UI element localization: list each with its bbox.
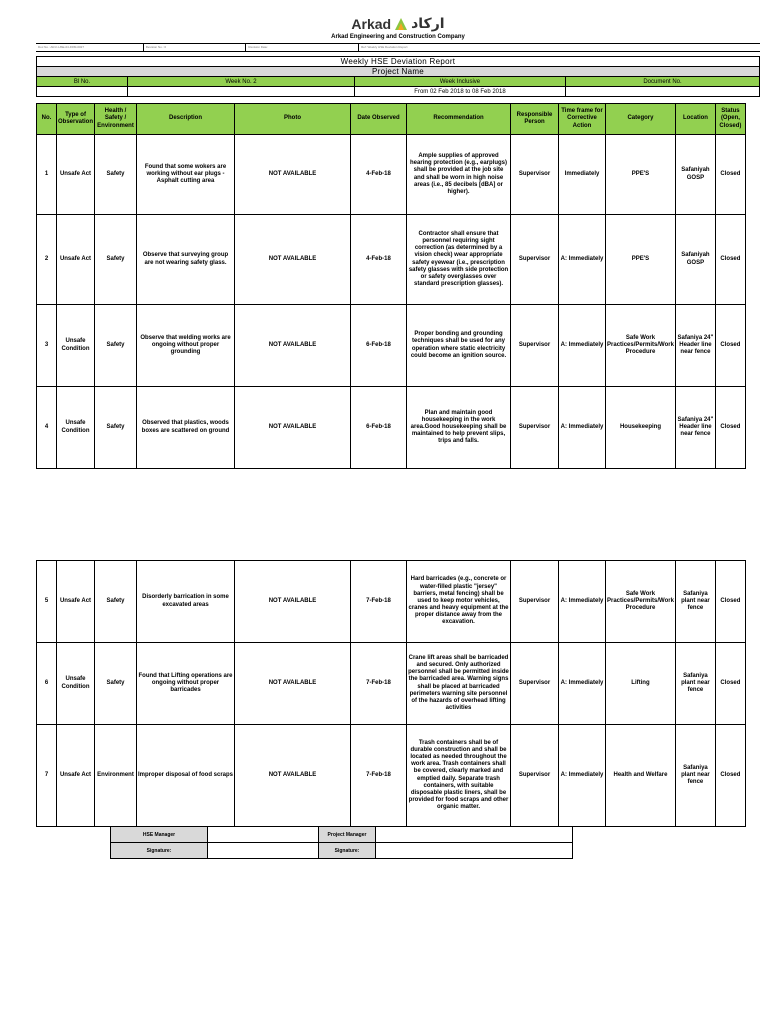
time-frame: A: Immediately <box>559 561 606 643</box>
time-frame: A: Immediately <box>559 643 606 725</box>
photo: NOT AVAILABLE <box>235 387 351 469</box>
description: Found that some wokers are working without ear plugs - Asphalt cutting area <box>137 135 235 215</box>
date-observed: 4-Feb-18 <box>351 215 407 305</box>
pm-signature-field[interactable] <box>376 843 573 859</box>
date-observed: 7-Feb-18 <box>351 725 407 827</box>
row-number: 4 <box>37 387 57 469</box>
meta-revision-date: Revision Date: <box>246 44 359 51</box>
responsible-person: Supervisor <box>511 725 559 827</box>
col-header: Status (Open, Closed) <box>715 104 745 135</box>
status: Closed <box>715 561 745 643</box>
time-frame: A: Immediately <box>559 387 606 469</box>
hse-type: Safety <box>95 305 137 387</box>
photo: NOT AVAILABLE <box>235 135 351 215</box>
recommendation: Hard barricades (e.g., concrete or water-filled plastic "jersey" barriers, metal fencing) shall be used to keep motor vehicles, cranes and heavy equipment at the proper distance away from the excavation. <box>407 561 511 643</box>
description: Found that Lifting operations are ongoing without proper barricades <box>137 643 235 725</box>
hse-signature-label: Signature: <box>111 843 208 859</box>
table-row <box>37 305 746 387</box>
photo: NOT AVAILABLE <box>235 561 351 643</box>
table-row <box>37 643 746 725</box>
date-observed: 7-Feb-18 <box>351 643 407 725</box>
row-number: 1 <box>37 135 57 215</box>
description: Observe that welding works are ongoing without proper grounding <box>137 305 235 387</box>
status: Closed <box>715 387 745 469</box>
hse-signature-field[interactable] <box>208 843 319 859</box>
hse-type: Safety <box>95 561 137 643</box>
description: Disorderly barrication in some excavated areas <box>137 561 235 643</box>
location: Safaniya 24" Header line near fence <box>675 387 715 469</box>
location: Safaniya plant near fence <box>675 725 715 827</box>
date-observed: 4-Feb-18 <box>351 135 407 215</box>
hse-manager-field[interactable] <box>208 827 319 843</box>
recommendation: Plan and maintain good housekeeping in the work area.Good housekeeping shall be maintained to help prevent slips, trips and falls. <box>407 387 511 469</box>
observation-type: Unsafe Condition <box>57 305 95 387</box>
responsible-person: Supervisor <box>511 215 559 305</box>
col-header: Recommendation <box>407 104 511 135</box>
week-inclusive-label: Week Inclusive <box>355 77 566 87</box>
recommendation: Trash containers shall be of durable construction and shall be located as needed throughout the work area. Trash containers shall be covered, clearly marked and emptied daily. Separate trash containers, with suitable disposable plastic liners, shall be provided for food scraps and other organic matter. <box>407 725 511 827</box>
location: Safaniyah GOSP <box>675 135 715 215</box>
col-header: Photo <box>235 104 351 135</box>
photo: NOT AVAILABLE <box>235 725 351 827</box>
bl-no-value <box>37 87 128 97</box>
company-name: Arkad Engineering and Construction Company <box>331 34 465 40</box>
recommendation: Proper bonding and grounding techniques shall be used for any operation where static electricity could become an ignition source. <box>407 305 511 387</box>
photo: NOT AVAILABLE <box>235 643 351 725</box>
status: Closed <box>715 725 745 827</box>
row-number: 2 <box>37 215 57 305</box>
category: PPE'S <box>606 135 676 215</box>
signature-table <box>110 826 573 859</box>
time-frame: A: Immediately <box>559 305 606 387</box>
deviation-table-part-1 <box>36 103 746 469</box>
report-header-table <box>36 56 760 97</box>
category: Safe Work Practices/Permits/Work Procedure <box>606 561 676 643</box>
col-header: Location <box>675 104 715 135</box>
hse-manager-label: HSE Manager <box>111 827 208 843</box>
location: Safaniya plant near fence <box>675 643 715 725</box>
time-frame: A: Immediately <box>559 215 606 305</box>
description: Improper disposal of food scraps <box>137 725 235 827</box>
deviation-table-part-2 <box>36 560 746 827</box>
observation-type: Unsafe Act <box>57 561 95 643</box>
row-number: 6 <box>37 643 57 725</box>
time-frame: A: Immediately <box>559 725 606 827</box>
observation-type: Unsafe Act <box>57 215 95 305</box>
hse-type: Safety <box>95 387 137 469</box>
category: Safe Work Practices/Permits/Work Procedure <box>606 305 676 387</box>
category: Lifting <box>606 643 676 725</box>
document-meta-row <box>36 43 760 52</box>
category: Health and Welfare <box>606 725 676 827</box>
location: Safaniya 24" Header line near fence <box>675 305 715 387</box>
meta-doc-no: Doc No.: AR-F-HSE-04-FRM-0027 <box>36 44 144 51</box>
hse-type: Safety <box>95 135 137 215</box>
col-header: Category <box>606 104 676 135</box>
location: Safaniya plant near fence <box>675 561 715 643</box>
description: Observe that surveying group are not wearing safety glass. <box>137 215 235 305</box>
pm-signature-label: Signature: <box>319 843 376 859</box>
recommendation: Crane lift areas shall be barricaded and secured. Only authorized personnel shall be permitted inside the barricaded area. Warning signs shall be placed at barricaded perimeters warning site personnel of the hazards of overhead lifting activities <box>407 643 511 725</box>
hse-type: Safety <box>95 643 137 725</box>
date-observed: 6-Feb-18 <box>351 387 407 469</box>
row-number: 7 <box>37 725 57 827</box>
table-header-row <box>37 104 746 135</box>
table-row <box>37 561 746 643</box>
location: Safaniyah GOSP <box>675 215 715 305</box>
responsible-person: Supervisor <box>511 305 559 387</box>
hse-type: Safety <box>95 215 137 305</box>
table-row <box>37 725 746 827</box>
recommendation: Contractor shall ensure that personnel requiring sight correction (as determined by a vision check) wear appropriate safety eyewear (i.e., prescription safety glasses with side protection or safety overglasses over standard prescription glasses). <box>407 215 511 305</box>
responsible-person: Supervisor <box>511 135 559 215</box>
observation-type: Unsafe Act <box>57 725 95 827</box>
responsible-person: Supervisor <box>511 561 559 643</box>
category: Housekeeping <box>606 387 676 469</box>
photo: NOT AVAILABLE <box>235 215 351 305</box>
meta-ref: Ref: Weekly HSE Deviation Report <box>361 45 408 49</box>
project-manager-label: Project Manager <box>319 827 376 843</box>
col-header: Type of Observation <box>57 104 95 135</box>
row-number: 5 <box>37 561 57 643</box>
description: Observed that plastics, woods boxes are scattered on ground <box>137 387 235 469</box>
responsible-person: Supervisor <box>511 643 559 725</box>
col-header: Time frame for Corrective Action <box>559 104 606 135</box>
observation-type: Unsafe Act <box>57 135 95 215</box>
category: PPE'S <box>606 215 676 305</box>
photo: NOT AVAILABLE <box>235 305 351 387</box>
date-observed: 6-Feb-18 <box>351 305 407 387</box>
responsible-person: Supervisor <box>511 387 559 469</box>
observation-type: Unsafe Condition <box>57 643 95 725</box>
hse-type: Environment <box>95 725 137 827</box>
logo-mark-icon <box>394 17 408 31</box>
status: Closed <box>715 305 745 387</box>
date-observed: 7-Feb-18 <box>351 561 407 643</box>
col-header: Health / Safety / Environment <box>95 104 137 135</box>
logo-arabic: اركاد <box>411 16 445 32</box>
meta-revision: Revision No.: 0 <box>144 44 247 51</box>
row-number: 3 <box>37 305 57 387</box>
col-header: Date Observed <box>351 104 407 135</box>
company-logo <box>351 16 444 32</box>
time-frame: Immediately <box>559 135 606 215</box>
logo-text: Arkad <box>351 16 392 32</box>
status: Closed <box>715 135 745 215</box>
recommendation: Ample supplies of approved hearing protection (e.g., earplugs) shall be provided at the job site and shall be worn in high noise areas (i.e., 85 decibels [dBA] or higher). <box>407 135 511 215</box>
table-row <box>37 387 746 469</box>
status: Closed <box>715 643 745 725</box>
document-no-label: Document No. <box>566 77 760 87</box>
document-no-value <box>566 87 760 97</box>
report-period: From 02 Feb 2018 to 08 Feb 2018 <box>355 87 566 97</box>
observation-type: Unsafe Condition <box>57 387 95 469</box>
col-header: No. <box>37 104 57 135</box>
week-no-value <box>128 87 355 97</box>
col-header: Description <box>137 104 235 135</box>
col-header: Responsible Person <box>511 104 559 135</box>
project-manager-field[interactable] <box>376 827 573 843</box>
bl-no-label: Bl No. <box>37 77 128 87</box>
week-no: Week No. 2 <box>128 77 355 87</box>
project-name: Project Name <box>37 67 760 77</box>
table-row <box>37 215 746 305</box>
table-row <box>37 135 746 215</box>
status: Closed <box>715 215 745 305</box>
report-title: Weekly HSE Deviation Report <box>37 57 760 67</box>
